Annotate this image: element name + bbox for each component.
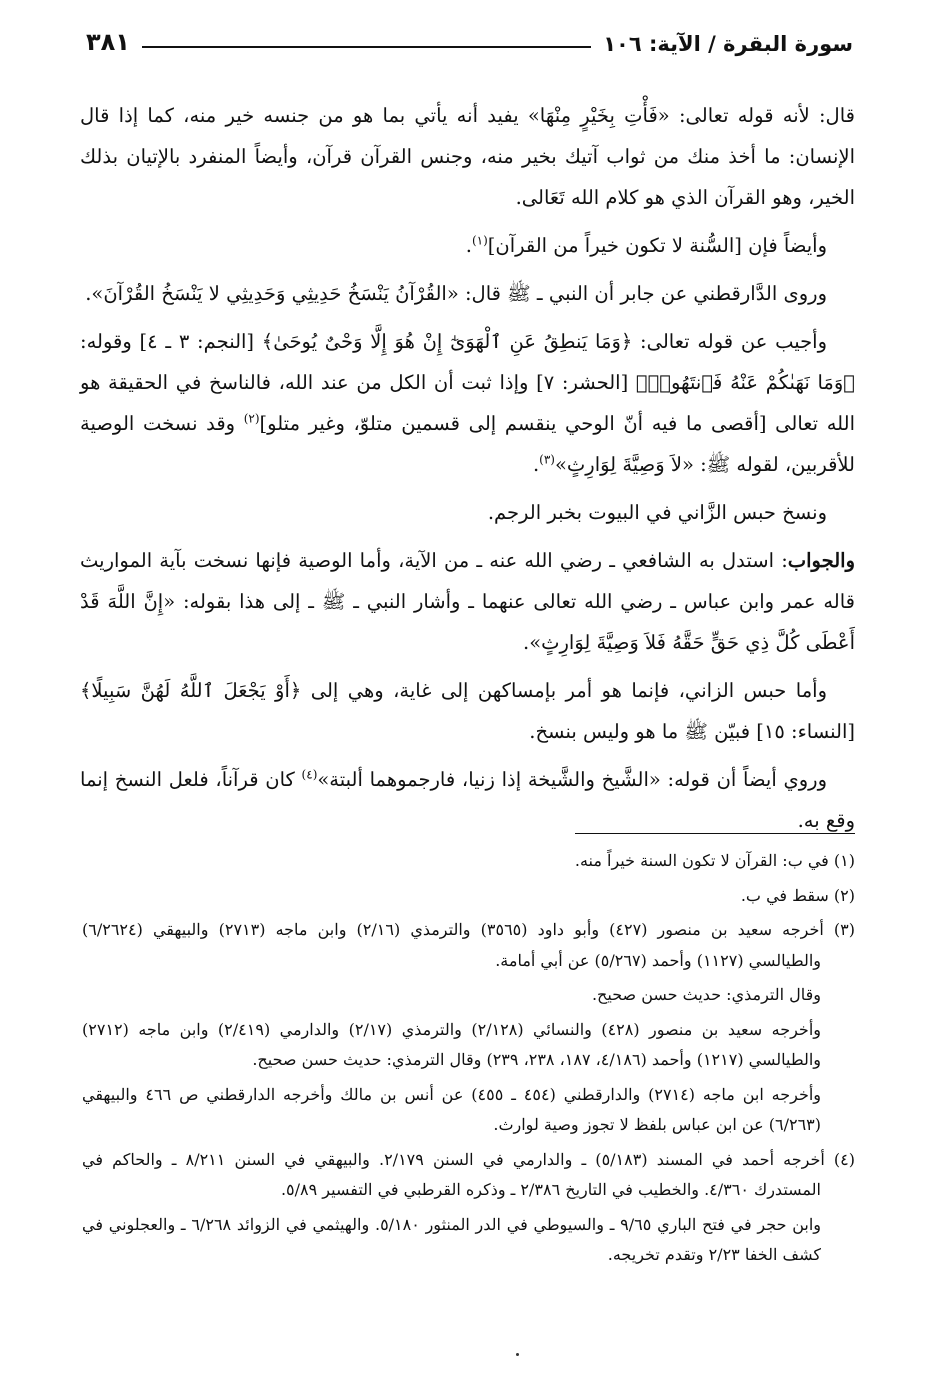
paragraph-8-text-b: كان قرآناً، فلعل النسخ إنما وقع به.	[80, 768, 855, 832]
paragraph-2: وأيضاً فإن [السُّنة لا تكون خيراً من القرآن]$^{(١)}$.	[465, 233, 827, 257]
paragraph-4-text-c: .	[532, 453, 540, 476]
footnotes	[82, 846, 855, 1275]
paragraph-4	[80, 321, 855, 485]
scan-speck	[516, 1353, 519, 1356]
footnote-4: (٤) أخرجه أحمد في المسند (٥/١٨٣) ـ والدارمي في السنن ٢/١٧٩. والبيهقي في السنن ٨/٢١١ ـ والحاكم في المستدرك ٤/٣٦٠. والخطيب في التاريخ ٢/٣٨٦ ـ وذكره القرطبي في التفسير ٥/٨٩.	[82, 1149, 855, 1199]
footnote-ref-4[interactable]: (٤)	[301, 767, 318, 782]
paragraph-1: قال: لأنه قوله تعالى: «فَأْتِ بِخَيْرٍ مِنْهَا» يفيد أنه يأتي بما هو من جنسه خير منه، كما إذا قال الإنسان: ما أخذ منك من ثواب آتيك بخير منه، وجنس القرآن قرآن، وأيضاً المنفرد بالإتيان بذلك الخير، وهو القرآن الذي هو كلام الله تَعَالى.	[80, 104, 855, 209]
footnote-ref-2[interactable]: (٢)	[243, 411, 260, 426]
footnote-separator	[575, 833, 855, 834]
running-header	[86, 28, 853, 56]
footnote-1: (١) في ب: القرآن لا تكون السنة خيراً منه.	[574, 851, 855, 870]
footnote-3-sub-2: وأخرجه سعيد بن منصور (٤٢٨) والنسائي (٢/١٢٨) والترمذي (٢/١٧) والدارمي (٢/٤١٩) وابن ماجه (٢٧١٢) والطيالسي (١٢١٧) وأحمد (٤/١٨٦، ١٨٧، ٢٣٨، ٢٣٩) وقال الترمذي: حديث حسن صحيح.	[82, 1019, 821, 1069]
paragraph-8	[80, 759, 855, 841]
footnote-ref-3[interactable]: (٣)	[539, 452, 555, 467]
footnote-4-sub-1: وابن حجر في فتح الباري ٩/٦٥ ـ والسيوطي في الدر المنثور ٥/١٨٠. والهيثمي في الزوائد ٦/٢٦٨ ـ والعجلوني في كشف الخفا ٢/٢٣ وتقدم تخريجه.	[82, 1214, 822, 1264]
footnote-2: (٢) سقط في ب.	[740, 885, 855, 905]
answer-label: والجواب	[787, 549, 855, 572]
paragraph-7: وأما حبس الزاني، فإنما هو أمر بإمساكهن إلى غاية، وهي إلى ﴿أَوْ يَجْعَلَ ٱللَّهُ لَهُنَّ سَبِيلًا﴾ [النساء: ١٥] فبيّن ﷺ ما هو وليس بنسخ.	[80, 679, 855, 743]
paragraph-3: وروى الدَّارقطني عن جابر أن النبي ـ ﷺ قال: «القُرْآنُ يَنْسَخُ حَدِيثِي وَحَدِيثِي لا يَنْسَخُ القُرْآنَ».	[85, 282, 827, 305]
paragraph-5: ونسخ حبس الزَّاني في البيوت بخبر الرجم.	[487, 501, 827, 524]
footnote-3-sub-1: وقال الترمذي: حديث حسن صحيح.	[591, 985, 821, 1004]
main-text	[80, 95, 855, 848]
header-rule	[142, 46, 591, 48]
paragraph-6	[80, 540, 855, 663]
paragraph-2-text: وأيضاً فإن [السُّنة لا تكون خيراً من القرآن]	[487, 234, 827, 257]
sura-title: سورة البقرة / الآية: ١٠٦	[603, 32, 853, 56]
paragraph-8-text-a: وروي أيضاً أن قوله: «الشَّيخ والشَّيخة إذا زنيا، فارجموهما ألبتة»	[317, 768, 827, 791]
page-number: ٣٨١	[86, 28, 130, 56]
footnote-ref-1[interactable]: (١)	[471, 233, 488, 248]
footnote-3: (٣) أخرجه سعيد بن منصور (٤٢٧) وأبو داود (٣٥٦٥) والترمذي (٢/١٦) وابن ماجه (٢٧١٣) والبيهقي (٦/٢٦٢٤) والطيالسي (١١٢٧) وأحمد (٥/٢٦٧) عن أبي أمامة.	[82, 920, 855, 970]
footnote-3-sub-3: وأخرجه ابن ماجه (٢٧١٤) والدارقطني (٤٥٤ ـ ٤٥٥) عن أنس بن مالك وأخرجه الدارقطني ص ٤٦٦ والبيهقي (٦/٢٦٣) عن ابن عباس بلفظ لا تجوز وصية لوارث.	[82, 1084, 822, 1134]
paragraph-4-text-a: وأجيب عن قوله تعالى: ﴿وَمَا يَنطِقُ عَنِ ٱلْهَوَىٰٓ إِنْ هُوَ إِلَّا وَحْىٌ يُوحَىٰ﴾ [النجم: ٣ ـ ٤] وقوله: ﴿وَمَا نَهَىٰكُمْ عَنْهُ فَٱنتَهُوا۟﴾ [الحشر: ٧] وإذا ثبت أن الكل من عند الله، فالناسخ في الحقيقة هو الله تعالى [أقصى ما فيه أنّ الوحي ينقسم إلى قسمين متلوّ، وغير متلو]	[80, 330, 855, 435]
paragraph-4-text-b: وقد نسخت الوصية للأقربين، لقوله ﷺ: «لاَ وَصِيَّةَ لِوَارِثٍ»	[80, 412, 855, 476]
paragraph-6-text: : استدل به الشافعي ـ رضي الله عنه ـ من الآية، وأما الوصية فإنها نسخت بآية المواريث قاله عمر وابن عباس ـ رضي الله تعالى عنهما ـ وأشار النبي ـ ﷺ ـ إلى هذا بقوله: «إِنَّ اللَّهَ قَدْ أَعْطَى كُلَّ ذِي حَقٍّ حَقَّهُ فَلاَ وَصِيَّةَ لِوَارِثٍ».	[80, 549, 855, 654]
